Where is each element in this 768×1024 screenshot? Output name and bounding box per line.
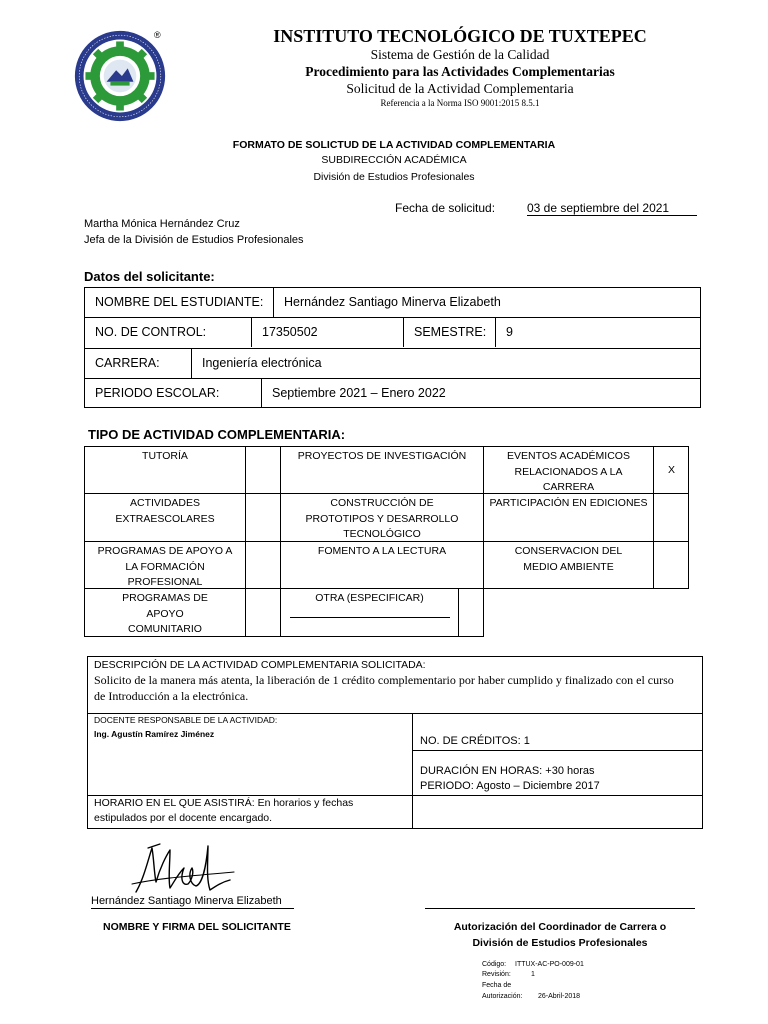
activity-programas-formacion: PROGRAMAS DE APOYO A LA FORMACIÓN PROFESIONAL xyxy=(84,541,245,589)
activity-tutoria: TUTORÍA xyxy=(84,446,245,493)
activity-fomento: FOMENTO A LA LECTURA xyxy=(280,541,483,589)
authorization-caption-1: Autorización del Coordinador de Carrera o xyxy=(453,921,667,933)
student-row-periodo xyxy=(85,378,700,408)
addressee-name: Martha Mónica Hernández Cruz xyxy=(84,218,240,230)
otra-specify-line xyxy=(290,617,450,618)
check-extraescolares xyxy=(245,493,280,541)
activity-conservacion: CONSERVACION DEL MEDIO AMBIENTE xyxy=(483,541,653,589)
carrera-label: CARRERA: xyxy=(95,356,160,370)
desc-divider-2 xyxy=(88,795,702,796)
creditos-value: NO. DE CRÉDITOS: 1 xyxy=(420,735,530,747)
revision-value: 1 xyxy=(531,971,535,978)
check-participacion xyxy=(653,493,689,541)
signer-caption: NOMBRE Y FIRMA DEL SOLICITANTE xyxy=(103,921,291,933)
registered-mark: ® xyxy=(154,30,161,40)
authorization-signature-line xyxy=(425,908,695,909)
activity-construccion: CONSTRUCCIÓN DE PROTOTIPOS Y DESARROLLO TECNOLÓGICO xyxy=(280,493,483,541)
codigo-value: ITTUX-AC-PO-009-01 xyxy=(515,961,584,968)
desc-divider-creditos xyxy=(412,750,702,751)
periodo-escolar-value: Septiembre 2021 – Enero 2022 xyxy=(261,379,700,408)
nombre-value: Hernández Santiago Minerva Elizabeth xyxy=(273,288,700,318)
fecha-de-label: Fecha de xyxy=(482,982,512,989)
authorization-caption-2: División de Estudios Profesionales xyxy=(472,937,648,949)
activity-proyectos: PROYECTOS DE INVESTIGACIÓN xyxy=(280,446,483,493)
header-subtitle-request: Solicitud de la Actividad Complementaria xyxy=(346,81,574,96)
student-row-carrera xyxy=(85,348,700,378)
student-data-table xyxy=(84,287,701,408)
student-row-name xyxy=(85,288,700,318)
activity-type-table-last-row xyxy=(84,588,484,637)
semestre-label: SEMESTRE: xyxy=(403,318,495,347)
handwritten-signature-icon xyxy=(130,838,240,900)
tipo-actividad-label: TIPO DE ACTIVIDAD COMPLEMENTARIA: xyxy=(88,427,346,442)
addressee-title: Jefa de la División de Estudios Profesionales xyxy=(84,234,304,246)
control-label: NO. DE CONTROL: xyxy=(95,325,207,339)
desc-vertical-divider xyxy=(412,713,413,828)
signer-name: Hernández Santiago Minerva Elizabeth xyxy=(91,895,294,909)
descripcion-label: DESCRIPCIÓN DE LA ACTIVIDAD COMPLEMENTARIA SOLICITADA: xyxy=(94,659,426,671)
description-table xyxy=(87,656,703,829)
duracion-value: DURACIÓN EN HORAS: +30 horas xyxy=(420,765,595,777)
format-subdireccion: SUBDIRECCIÓN ACADÉMICA xyxy=(321,154,467,166)
desc-divider-1 xyxy=(88,713,702,714)
descripcion-line-2: de Introducción a la electrónica. xyxy=(94,689,249,703)
header-subtitle-quality: Sistema de Gestión de la Calidad xyxy=(370,47,550,62)
header-subtitle-procedure: Procedimiento para las Actividades Complementarias xyxy=(305,64,615,79)
activity-extraescolares: ACTIVIDADES EXTRAESCOLARES xyxy=(84,493,245,541)
revision-label: Revisión: xyxy=(482,971,511,978)
header-iso-reference: Referencia a la Norma ISO 9001:2015 8.5.1 xyxy=(380,98,540,108)
format-division: División de Estudios Profesionales xyxy=(313,171,475,183)
activity-otra-label: OTRA (ESPECIFICAR) xyxy=(315,592,424,604)
activity-otra xyxy=(280,588,458,637)
activity-participacion: PARTICIPACIÓN EN EDICIONES xyxy=(483,493,653,541)
carrera-value: Ingeniería electrónica xyxy=(191,349,700,378)
check-eventos: X xyxy=(653,446,689,493)
periodo-value: PERIODO: Agosto – Diciembre 2017 xyxy=(420,780,600,792)
periodo-escolar-label: PERIODO ESCOLAR: xyxy=(95,386,220,400)
nombre-label: NOMBRE DEL ESTUDIANTE: xyxy=(95,295,264,309)
check-programas-formacion xyxy=(245,541,280,589)
activity-programas-comunitario: PROGRAMAS DE APOYO COMUNITARIO xyxy=(84,588,245,637)
institution-logo-icon xyxy=(72,28,168,124)
student-row-control xyxy=(85,317,700,347)
control-value: 17350502 xyxy=(251,318,403,347)
autorizacion-label: Autorización: xyxy=(482,993,523,1000)
autorizacion-value: 26-Abril-2018 xyxy=(538,993,581,1000)
check-conservacion xyxy=(653,541,689,589)
institution-name: INSTITUTO TECNOLÓGICO DE TUXTEPEC xyxy=(273,26,647,46)
check-otra xyxy=(458,588,484,637)
activity-type-table xyxy=(84,446,689,589)
fecha-label: Fecha de solicitud: xyxy=(395,201,496,215)
fecha-value: 03 de septiembre del 2021 xyxy=(527,201,697,216)
check-tutoria xyxy=(245,446,280,493)
activity-eventos: EVENTOS ACADÉMICOS RELACIONADOS A LA CARRERA xyxy=(483,446,653,493)
codigo-label: Código: xyxy=(482,961,507,968)
semestre-value: 9 xyxy=(495,318,700,347)
horario-line-2: estipulados por el docente encargado. xyxy=(94,812,273,824)
docente-label: DOCENTE RESPONSABLE DE LA ACTIVIDAD: xyxy=(94,715,278,725)
datos-solicitante-label: Datos del solicitante: xyxy=(84,269,215,284)
docente-value: Ing. Agustín Ramírez Jiménez xyxy=(94,729,215,739)
format-title: FORMATO DE SOLICTUD DE LA ACTIVIDAD COMPLEMENTARIA xyxy=(232,139,556,151)
horario-line-1: HORARIO EN EL QUE ASISTIRÁ: En horarios y fechas xyxy=(94,797,354,809)
check-programas-comunitario xyxy=(245,588,280,637)
descripcion-line-1: Solicito de la manera más atenta, la liberación de 1 crédito complementario por haber cumplido y finalizado con el curso xyxy=(94,673,674,687)
